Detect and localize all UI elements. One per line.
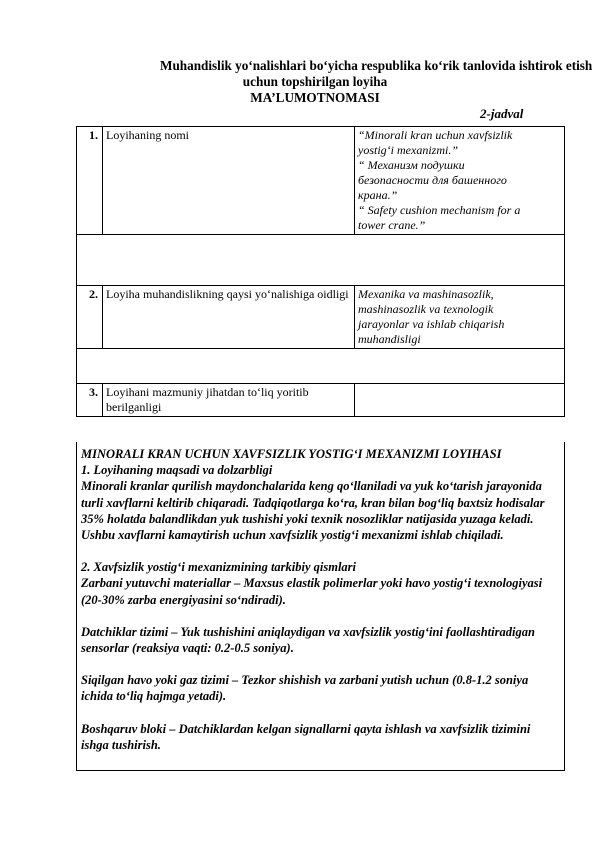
value-line: tower crane.” [358, 218, 426, 232]
table-row [77, 127, 565, 235]
value-line: “ Safety cushion mechanism for a [358, 203, 521, 217]
table-number: 2-jadval [480, 106, 524, 121]
row-value [355, 127, 565, 235]
value-line: “Minorali kran uchun xavfsizlik [358, 128, 513, 142]
section-2-heading: 2. Xavfsizlik yostig‘i mexanizmining tarkibiy qismlari [81, 560, 357, 575]
row-label: Loyihani mazmuniy jihatdan to‘liq yoritib berilganligi [103, 384, 355, 417]
row-value [355, 384, 565, 417]
table-spacer-row [77, 349, 565, 384]
row-label: Loyiha muhandislikning qaysi yo‘nalishiga oidligi [103, 286, 355, 349]
value-line: mashinasozlik va texnologik [358, 302, 494, 316]
value-line: jarayonlar va ishlab chiqarish [358, 317, 505, 331]
section-1-heading: 1. Loyihaning maqsadi va dolzarbligi [81, 463, 273, 478]
header-line-2: uchun topshirilgan loyiha [242, 74, 388, 89]
row-value [355, 286, 565, 349]
row-number: 3. [77, 384, 103, 417]
info-table [76, 126, 565, 417]
section-1-text: Minorali kranlar qurilish maydonchalarida keng qo‘llaniladi va yuk ko‘tarish jarayonida turli xavflarni keltirib chiqaradi. Tadqiqotlarga ko‘ra, kran bilan bog‘liq baxtsiz hodisalar 35% holatda balandlikdan yuk tushishi yoki texnik nosozliklar natijasida yuzaga keladi. Ushbu xavflarni kamaytirish uchun xavfsizlik yostig‘i mexanizmi ishlab chiqiladi. [81, 479, 545, 543]
header-line-1: Muhandislik yo‘nalishlari bo‘yicha respublika ko‘rik tanlovida ishtirok etish [160, 58, 593, 73]
value-line: yostig‘i mexanizmi.” [358, 143, 458, 157]
table-spacer-row [77, 235, 565, 286]
component-item: Datchiklar tizimi – Yuk tushishini aniqlaydigan va xavfsizlik yostig‘ini faollashtiradigan sensorlar (reaksiya vaqti: 0.2-0.5 soniya). [81, 624, 535, 656]
table-row [77, 384, 565, 417]
table-row [77, 286, 565, 349]
value-line: крана.” [358, 188, 398, 202]
content-box [76, 442, 565, 771]
row-label: Loyihaning nomi [103, 127, 355, 235]
value-line: muhandisligi [358, 332, 421, 346]
row-number: 2. [77, 286, 103, 349]
section-2-text: Zarbani yutuvchi materiallar – Maxsus elastik polimerlar yoki havo yostig‘i texnologiyasi (20-30% zarba energiyasini so‘ndiradi). [81, 576, 543, 607]
row-number: 1. [77, 127, 103, 235]
value-line: Mexanika va mashinasozlik, [358, 287, 494, 301]
component-item: Siqilgan havo yoki gaz tizimi – Tezkor shishish va zarbani yutish uchun (0.8-1.2 soniya ichida to‘liq hajmga yetadi). [81, 673, 529, 704]
document-title: MA’LUMOTNOMASI [250, 90, 380, 105]
value-line: “ Механизм подушки [358, 158, 465, 172]
component-item: Boshqaruv bloki – Datchiklardan kelgan signallarni qayta ishlash va xavfsizlik tizimini ishga tushirish. [81, 721, 531, 752]
value-line: безопасности для башенного [358, 173, 507, 187]
content-title: MINORALI KRAN UCHUN XAVFSIZLIK YOSTIG‘I MEXANIZMI LOYIHASI [81, 447, 502, 461]
